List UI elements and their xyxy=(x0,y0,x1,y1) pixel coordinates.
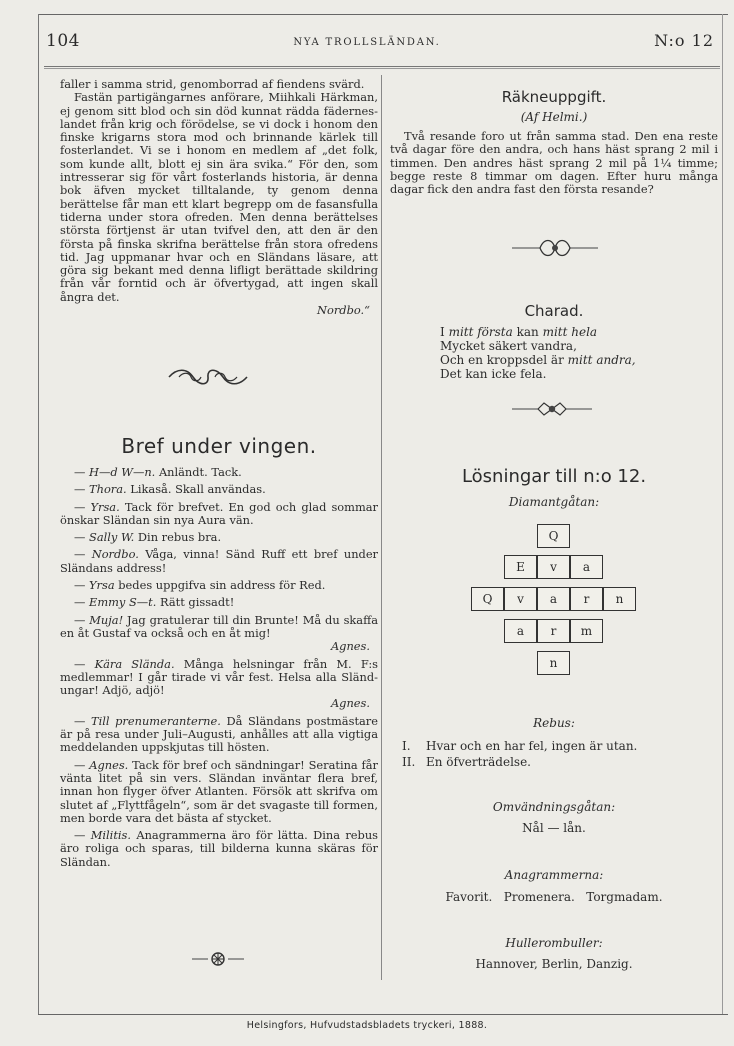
omv-label: Omvändningsgåtan: xyxy=(492,800,616,814)
letters-list xyxy=(60,466,378,869)
rebus-list xyxy=(402,738,637,770)
grid-cell: r xyxy=(570,587,603,611)
grid-cell: Q xyxy=(537,524,570,548)
letter-item: — H—d W—n. Anländt. Tack. xyxy=(74,465,242,479)
ornament-divider-icon xyxy=(165,366,251,388)
letter-name: H—d W—n. xyxy=(89,465,156,479)
grid-cell: a xyxy=(504,619,537,643)
ornament-rosette-icon xyxy=(510,398,594,420)
letter-item: — Emmy S—t. Rätt gissadt! xyxy=(74,595,235,610)
rakne-paragraph: Två resande foro ut från samma stad. Den ena reste två dagar före den andra, och hans häst sprang 2 mil i timmen. Den andres häst sprang 2 mil på 1¼ timme; begge reste 8 timmar om dagen. Efter huru många dagar fick den andra fast den första resande? xyxy=(390,129,718,197)
anagram-label: Anagrammerna: xyxy=(504,868,604,882)
letter-text: Tack för bref och sändningar! Seratina får vänta litet på sin vers. Sländan inväntar flera bref, innan hon flyger öfver Atlanten. Försök att skrifva om slutet af „Flyttfågeln“, som är det svagaste till formen, men borde vara det bästa af stycket. xyxy=(60,757,379,825)
frame-top-line xyxy=(38,14,728,15)
letter-item: — Thora. Likaså. Skall användas. xyxy=(74,482,266,497)
rebus-num: I. xyxy=(402,739,411,753)
letter-text: bedes uppgifva sin address för Red. xyxy=(118,578,326,593)
page-number: 104 xyxy=(46,31,80,51)
story-text xyxy=(60,78,378,317)
rebus-text: En öfverträdelse. xyxy=(426,755,531,769)
letter-text: Rätt gissadt! xyxy=(160,595,235,610)
letter-signature: Agnes. xyxy=(330,639,370,654)
letter-name: Yrsa. xyxy=(90,499,120,514)
letter-name: Militis. xyxy=(90,828,132,843)
letter-name: Emmy S—t. xyxy=(89,595,157,610)
issue-number: N:o 12 xyxy=(654,31,714,50)
publication-title: NYA TROLLSLÄNDAN. xyxy=(293,37,441,48)
rebus-item xyxy=(402,738,637,754)
charad-line: Och en kroppsdel är mitt andra, xyxy=(440,353,636,367)
header-rule-2 xyxy=(44,68,720,69)
letter-name: Yrsa xyxy=(89,578,115,593)
letter-item: — Muja! Jag gratulerar till din Brunte! Må du skaffa en åt Gustaf va också och en åt mig! xyxy=(60,612,378,640)
charad-title: Charad. xyxy=(524,302,584,320)
letter-text: Likaså. Skall användas. xyxy=(130,482,266,497)
rakne-author: (Af Helmi.) xyxy=(520,110,588,124)
letter-name: Till prenumeranterne. xyxy=(91,713,221,728)
grid-cell: n xyxy=(603,587,636,611)
story-paragraph-1: faller i samma strid, genomborrad af fiendens svärd. xyxy=(60,77,365,91)
letter-text: Tack för brefvet. En god och glad sommar önskar Sländan sin nya Aura vän. xyxy=(60,499,378,527)
letter-item: — Yrsa bedes uppgifva sin address för Red. xyxy=(74,578,326,593)
letter-text: Din rebus bra. xyxy=(137,530,222,545)
grid-cell: v xyxy=(504,587,537,611)
grid-cell: r xyxy=(537,619,570,643)
rakne-title: Räkneuppgift. xyxy=(501,88,607,106)
letter-text: Anländt. Tack. xyxy=(158,465,242,479)
letter-item: — Yrsa. Tack för brefvet. En god och glad sommar önskar Sländan sin nya Aura vän. xyxy=(60,499,378,527)
huller-label: Hullerombuller: xyxy=(505,936,603,950)
story-signature: Nordbo.“ xyxy=(317,303,370,318)
letter-text: Jag gratulerar till din Brunte! Må du skaffa en åt Gustaf va också och en åt mig! xyxy=(60,612,378,640)
letter-text: Då Sländans postmästare är på resa under Juli–Augusti, anhålles att alla vigtiga meddelanden uppskjutas till hösten. xyxy=(60,713,378,755)
rebus-num: II. xyxy=(402,755,416,769)
letter-name: Nordbo. xyxy=(91,547,139,562)
bref-title: Bref under vingen. xyxy=(121,434,317,458)
letter-name: Agnes. xyxy=(89,757,129,772)
letter-text: Våga, vinna! Sänd Ruff ett bref under Sländans address! xyxy=(60,547,379,575)
grid-cell: Q xyxy=(471,587,504,611)
grid-cell: n xyxy=(537,651,570,675)
rebus-label: Rebus: xyxy=(533,716,575,730)
letter-item: — Kära Slända. Många helsningar från M. F:s medlemmar! I går tirade vi vår fest. Helsa alla Sländ-ungar! Adjö, adjö! xyxy=(60,656,379,698)
story-paragraph-2: Fastän partigängarnes anförare, Miihkali Härkman, ej genom sitt blod och sin död kunnat rädda fäderneslandet från krig och förödelse, se vi dock i honom den finske krigarns stora mod och brinnande kärlek till fosterlandet. Vi se i honom en medlem af „det folk, som kunde allt, blott ej sin ära svika.“ För den, som intresserar sig för vårt fosterlands historia, är denna bok äfven mycket tilltalande, ty genom denna berättelse får man ett klart begrepp om de fasansfulla tiderna under stora ofreden. Men denna berättelses största förtjenst är utan tvifvel den, att den är den första på finska skrifna berättelse från stora ofredens tid. Jag uppmanar hvar och en Sländans läsare, att göra sig bekant med denna lifligt berättade skildring från vår forntid och är öfvertygad, att ingen skall ångra det. xyxy=(60,90,378,304)
frame-bottom-line xyxy=(38,1014,728,1015)
rebus-text: Hvar och en har fel, ingen är utan. xyxy=(426,739,638,753)
diamant-label: Diamantgåtan: xyxy=(508,495,600,509)
ornament-scroll-icon xyxy=(510,236,600,260)
grid-cell: a xyxy=(537,587,570,611)
anagram-answers: Favorit. Promenera. Torgmadam. xyxy=(445,890,663,904)
frame-left-line xyxy=(38,14,39,1014)
grid-cell: a xyxy=(570,555,603,579)
rakne-text xyxy=(390,130,718,196)
charad-line: I mitt första kan mitt hela xyxy=(440,325,598,339)
omv-answer: Nål — lån. xyxy=(522,821,586,835)
header-rule xyxy=(44,66,720,67)
letter-name: Thora. xyxy=(89,482,127,497)
ornament-bottom-icon xyxy=(190,950,246,968)
letter-item: — Till prenumeranterne. Då Sländans postmästare är på resa under Juli–Augusti, anhålles att alla vigtiga meddelanden uppskjutas till hösten. xyxy=(60,713,378,755)
charad-poem xyxy=(440,325,636,381)
letter-text: Många helsningar från M. F:s medlemmar! I går tirade vi vår fest. Helsa alla Sländ-ungar! Adjö, adjö! xyxy=(60,656,379,698)
letter-name: Sally W. xyxy=(89,530,135,545)
grid-cell: v xyxy=(537,555,570,579)
letter-item: — Agnes. Tack för bref och sändningar! Seratina får vänta litet på sin vers. Sländan inväntar flera bref, innan hon flyger öfver Atlanten. Försök att skrifva om slutet af „Flyttfågeln“, som är det svagaste till formen, men borde vara det bästa af stycket. xyxy=(60,757,379,825)
huller-answer: Hannover, Berlin, Danzig. xyxy=(475,957,633,971)
column-divider xyxy=(381,75,382,980)
losningar-title: Lösningar till n:o 12. xyxy=(461,466,647,487)
letter-signature: Agnes. xyxy=(330,696,370,711)
letter-text: Anagrammerna äro för lätta. Dina rebus äro roliga och sparas, till bilderna kunna skäras för Sländan. xyxy=(60,828,379,869)
letter-item: — Militis. Anagrammerna äro för lätta. Dina rebus äro roliga och sparas, till bilderna kunna skäras för Sländan. xyxy=(60,828,379,869)
frame-right-line xyxy=(722,14,723,1014)
grid-cell: E xyxy=(504,555,537,579)
charad-line: Mycket säkert vandra, xyxy=(440,339,577,353)
letter-item: — Nordbo. Våga, vinna! Sänd Ruff ett bref under Sländans address! xyxy=(60,547,379,575)
letter-item: — Sally W. Din rebus bra. xyxy=(74,530,222,545)
charad-line: Det kan icke fela. xyxy=(440,367,547,381)
rebus-item xyxy=(402,754,637,770)
letter-name: Kära Slända. xyxy=(94,656,175,671)
letter-name: Muja! xyxy=(89,612,124,627)
grid-cell: m xyxy=(570,619,603,643)
printer-footer: Helsingfors, Hufvudstadsbladets tryckeri, 1888. xyxy=(246,1020,488,1031)
